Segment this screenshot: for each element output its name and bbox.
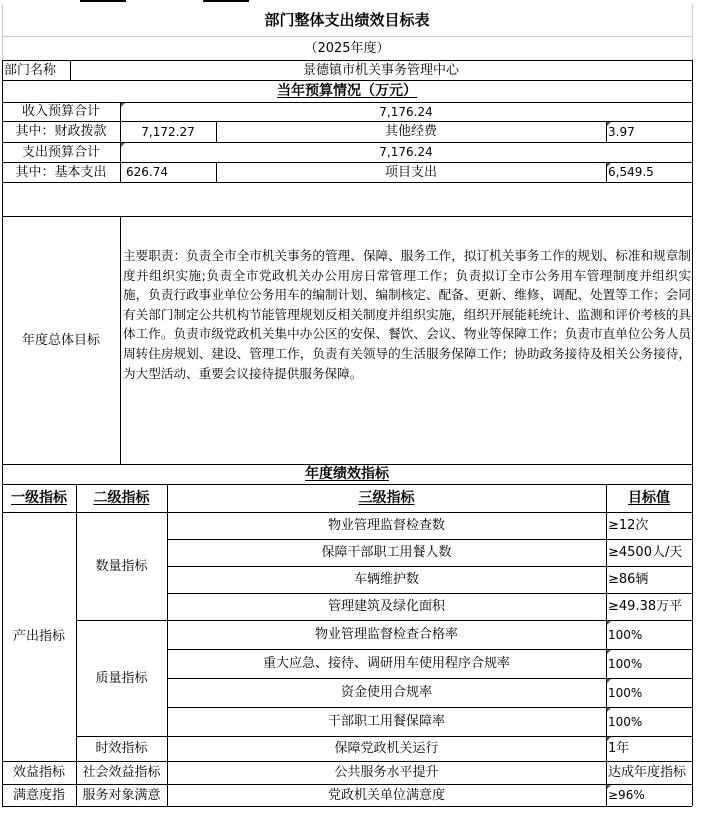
goal-label: 年度总体目标 — [21, 332, 100, 348]
col-header-level1: 一级指标 — [11, 490, 67, 506]
level1-output: 产出指标 — [12, 629, 65, 644]
col-header-level2: 二级指标 — [93, 490, 150, 506]
grid-line — [2, 512, 692, 513]
budget-header: 当年预算情况（万元） — [277, 83, 417, 99]
grid-line — [167, 593, 692, 594]
table-year: （2025年度） — [304, 40, 390, 56]
other-label: 其他经费 — [384, 124, 437, 139]
indicator-target: 1年 — [608, 741, 630, 756]
indicator-name: 资金使用合规率 — [340, 685, 432, 700]
cell-marker — [121, 143, 125, 147]
grid-line — [2, 784, 692, 785]
grid-line — [70, 60, 71, 80]
indicator-target: 100% — [608, 714, 643, 729]
indicator-target: 100% — [608, 656, 643, 671]
grid-line — [2, 761, 692, 762]
grid-guide — [2, 4, 3, 60]
indicator-name: 车辆维护数 — [353, 572, 419, 587]
basic-label: 其中：基本支出 — [15, 164, 107, 180]
level1-satisfaction: 满意度指 — [12, 787, 65, 803]
indicator-name: 物业管理监督检查合格率 — [314, 627, 458, 642]
table-title: 部门整体支出绩效目标表 — [264, 10, 430, 29]
cell-marker — [607, 122, 611, 126]
indicator-name: 管理建筑及绿化面积 — [327, 599, 445, 614]
level2-social-benefit: 社会效益指标 — [82, 765, 161, 780]
grid-line — [2, 806, 692, 807]
expense-total-value: 7,176.24 — [379, 145, 433, 159]
grid-line — [2, 216, 692, 217]
top-bar — [80, 0, 126, 2]
other-value: 3.97 — [608, 124, 635, 139]
cell-marker — [607, 163, 611, 167]
cell-marker — [607, 708, 611, 712]
grid-line — [2, 80, 692, 81]
level2-service-satisfaction: 服务对象满意 — [82, 787, 161, 803]
indicator-name: 干部职工用餐保障率 — [327, 714, 445, 729]
grid-line — [167, 566, 692, 567]
indicator-target: ≥96% — [608, 788, 645, 802]
income-total-value: 7,176.24 — [379, 104, 433, 119]
indicator-name: 党政机关单位满意度 — [327, 787, 445, 803]
grid-line — [167, 678, 692, 679]
income-total-label: 收入预算合计 — [21, 104, 100, 119]
project-value: 6,549.5 — [608, 165, 654, 179]
fiscal-label: 其中：财政拨款 — [15, 124, 107, 139]
grid-line — [606, 484, 607, 806]
col-header-target: 目标值 — [628, 490, 670, 506]
cell-marker — [607, 679, 611, 683]
grid-line — [76, 620, 692, 621]
cell-marker — [607, 650, 611, 654]
grid-line — [120, 102, 121, 182]
grid-line — [2, 484, 692, 485]
col-header-level3: 三级指标 — [358, 490, 415, 506]
indicator-target: ≥4500人/天 — [608, 545, 683, 560]
grid-line — [2, 182, 692, 183]
project-label: 项目支出 — [384, 164, 437, 180]
basic-value: 626.74 — [126, 165, 168, 179]
grid-line — [216, 121, 217, 142]
cell-marker — [121, 103, 125, 107]
grid-guide — [692, 4, 693, 60]
level2-quantity: 数量指标 — [95, 558, 148, 574]
grid-line — [2, 142, 692, 143]
grid-line — [692, 60, 693, 806]
cell-marker — [607, 621, 611, 625]
grid-line — [167, 484, 168, 806]
grid-line — [2, 121, 692, 122]
goal-text: 主要职责：负责全市全市机关事务的管理、保障、服务工作，拟订机关事务工作的规划、标准和规章制度并组织实施;负责全市党政机关办公用房日常管理工作；负责拟订全市公务用车管理制度并组织实施，负责行政事业单位公务用车的编制计划、编制核定、配备、更新、维修、调配、处置等工作；会同有关部门制定公共机构节能管理规划反相关制度并组织实施，组织开展能耗统计、监测和评价考核的具体工作。负责市级党政机关集中办公区的安保、餐饮、会议、物业等保障工作；负责市直单位公务人员周转住房规划、建设、管理工作，负责有关领导的生活服务保障工作；协助政务接待及相关公务接待，为大型活动、重要会议接待提供服务保障。 — [123, 248, 691, 381]
fiscal-value: 7,172.27 — [141, 124, 195, 139]
grid-line — [167, 649, 692, 650]
grid-line — [2, 162, 692, 163]
cell-marker — [607, 737, 611, 741]
grid-line — [167, 539, 692, 540]
level1-benefit: 效益指标 — [12, 765, 65, 780]
grid-line — [76, 736, 692, 737]
level2-quality: 质量指标 — [95, 670, 148, 686]
indicator-target: ≥49.38万平 — [608, 599, 683, 614]
grid-guide — [2, 36, 692, 37]
cell-marker — [607, 785, 611, 789]
grid-line — [2, 60, 692, 61]
grid-line — [76, 484, 77, 806]
grid-line — [167, 707, 692, 708]
grid-line — [2, 102, 692, 103]
level2-timeliness: 时效指标 — [95, 741, 148, 756]
indicator-target: 100% — [608, 627, 643, 642]
indicator-name: 物业管理监督检查数 — [327, 518, 445, 533]
indicator-name: 重大应急、接待、调研用车使用程序合规率 — [262, 656, 510, 671]
indicator-name: 保障党政机关运行 — [334, 741, 439, 756]
grid-line — [120, 216, 121, 464]
expense-total-label: 支出预算合计 — [21, 144, 100, 160]
indicator-target: 达成年度指标 — [608, 765, 687, 780]
indicator-target: ≥12次 — [608, 518, 649, 533]
indicator-name: 公共服务水平提升 — [334, 765, 439, 780]
dept-name: 景德镇市机关事务管理中心 — [302, 62, 459, 78]
dept-label: 部门名称 — [4, 62, 57, 78]
indicator-target: ≥86辆 — [608, 572, 649, 587]
indicator-target: 100% — [608, 685, 643, 700]
grid-line — [2, 464, 692, 465]
indicator-name: 保障干部职工用餐人数 — [321, 545, 452, 560]
grid-line — [216, 162, 217, 182]
grid-line — [2, 60, 3, 806]
perf-header: 年度绩效指标 — [305, 466, 389, 482]
top-bar — [203, 0, 249, 2]
